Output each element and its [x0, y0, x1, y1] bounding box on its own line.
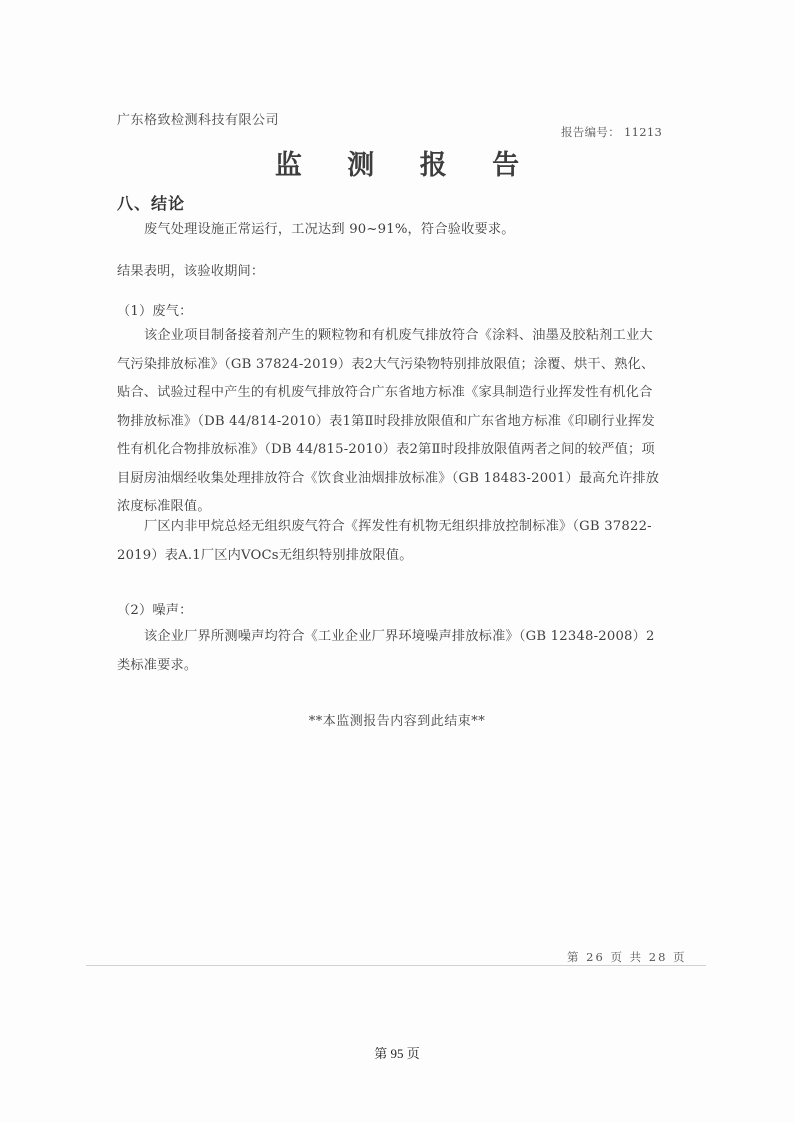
exhaust-heading: （1）废气： — [117, 304, 193, 319]
noise-paragraph: 该企业厂界所测噪声均符合《工业企业厂界环境噪声排放标准》（GB 12348-2008）2类标准要求。 — [117, 629, 655, 673]
document-page-number: 第 95 页 — [374, 1046, 420, 1061]
page-title-text: 监 测 报 告 — [274, 150, 538, 181]
company-name: 广东格致检测科技有限公司 — [117, 113, 280, 128]
report-number-value: 11213 — [624, 125, 663, 139]
end-of-report-note: **本监测报告内容到此结束** — [308, 714, 486, 729]
page-title — [0, 143, 794, 182]
report-number — [561, 124, 662, 140]
exhaust-paragraph-1: 该企业项目制备接着剂产生的颗粒物和有机废气排放符合《涂料、油墨及胶粘剂工业大气污染排放标准》（GB 37824-2019）表2大气污染物特别排放限值；涂覆、烘干、熟化、贴合、试验过程中产生的有机废气排放符合广东省地方标准《家具制造行业挥发性有机化合物排放标准》（DB 44/814-2010）表1第Ⅱ时段排放限值和广东省地方标准《印刷行业挥发性有机化合物排放标准》（DB 44/815-2010）表2第Ⅱ时段排放限值两者之间的较严值；项目厨房油烟经收集处理排放符合《饮食业油烟排放标准》（GB 18483-2001）最高允许排放浓度标准限值。 — [117, 328, 660, 514]
inner-page-number: 第 26 页 共 28 页 — [567, 950, 687, 964]
report-number-label: 报告编号： — [561, 125, 620, 139]
noise-heading: （2）噪声： — [117, 603, 193, 618]
results-intro: 结果表明，该验收期间： — [117, 264, 265, 279]
summary-paragraph: 废气处理设施正常运行，工况达到 90~91%，符合验收要求。 — [144, 222, 515, 237]
section-heading: 八、结论 — [117, 194, 186, 213]
exhaust-paragraph-2: 厂区内非甲烷总烃无组织废气符合《挥发性有机物无组织排放控制标准》（GB 37822-2019）表A.1厂区内VOCs无组织特别排放限值。 — [117, 519, 652, 563]
footer-divider — [86, 965, 706, 966]
